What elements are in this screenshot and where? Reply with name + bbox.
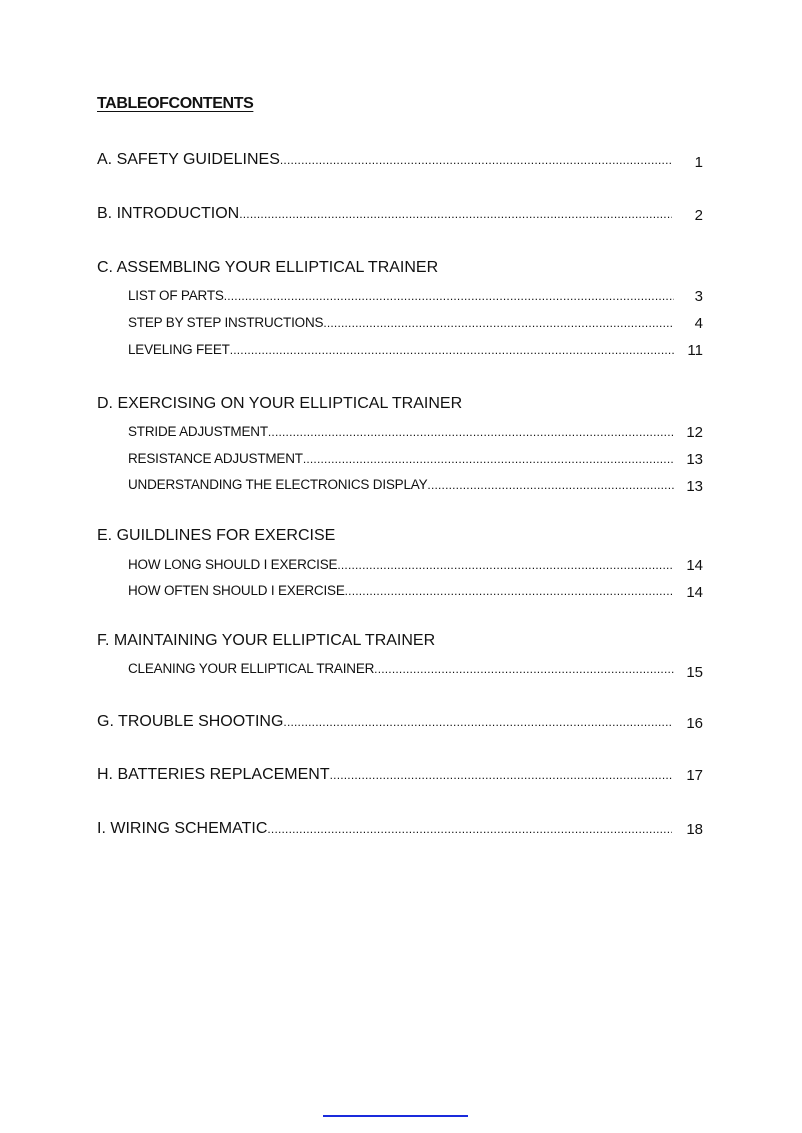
dot-leader [337,558,674,572]
dot-leader [303,452,674,466]
toc-page-number: 14 [686,584,703,601]
dot-leader [330,768,672,782]
toc-section-heading-maintaining[interactable] [97,632,672,650]
toc-page-number: 3 [694,288,703,305]
footer-link-underline [323,1115,468,1117]
toc-subentry-label: STEP BY STEP INSTRUCTIONS [128,315,324,330]
toc-entry-batteries-replacement[interactable] [97,766,672,784]
toc-page-number: 4 [694,315,703,332]
toc-page-number: 1 [694,154,703,171]
toc-entry-wiring-schematic[interactable] [97,820,672,838]
dot-leader [268,425,674,439]
toc-subentry-label: UNDERSTANDING THE ELECTRONICS DISPLAY [128,477,428,492]
toc-page-number: 18 [686,821,703,838]
toc-page-number: 12 [686,424,703,441]
dot-leader [374,662,674,676]
toc-subentry-list-of-parts[interactable] [128,288,674,303]
toc-page-number: 2 [694,207,703,224]
dot-leader [427,478,674,492]
toc-page-number: 13 [686,478,703,495]
toc-subentry-how-long[interactable] [128,557,674,572]
toc-subentry-label: RESISTANCE ADJUSTMENT [128,451,303,466]
toc-section-label: D. EXERCISING ON YOUR ELLIPTICAL TRAINER [97,395,463,412]
toc-subentry-label: CLEANING YOUR ELLIPTICAL TRAINER [128,661,375,676]
dot-leader [239,207,672,221]
toc-section-label: C. ASSEMBLING YOUR ELLIPTICAL TRAINER [97,259,439,276]
toc-entry-label: G. TROUBLE SHOOTING [97,713,284,730]
toc-page-number: 13 [686,451,703,468]
toc-entry-safety-guidelines[interactable] [97,151,672,169]
toc-subentry-label: STRIDE ADJUSTMENT [128,424,268,439]
toc-subentry-how-often[interactable] [128,583,674,598]
toc-entry-introduction[interactable] [97,205,672,223]
toc-subentry-step-by-step[interactable] [128,315,674,330]
toc-subentry-label: HOW LONG SHOULD I EXERCISE [128,557,338,572]
dot-leader [345,584,674,598]
toc-entry-label: I. WIRING SCHEMATIC [97,820,268,837]
toc-section-label: F. MAINTAINING YOUR ELLIPTICAL TRAINER [97,632,436,649]
toc-subentry-cleaning[interactable] [128,661,674,676]
dot-leader [283,715,672,729]
toc-page-number: 16 [686,715,703,732]
toc-subentry-leveling-feet[interactable] [128,342,674,357]
page-title: TABLEOFCONTENTS [97,95,254,112]
toc-subentry-label: LIST OF PARTS [128,288,224,303]
toc-section-heading-guildlines[interactable] [97,527,672,545]
dot-leader [267,822,672,836]
toc-page-number: 14 [686,557,703,574]
dot-leader [323,316,674,330]
toc-page-number: 15 [686,664,703,681]
toc-subentry-stride-adjustment[interactable] [128,424,674,439]
toc-page-number: 11 [687,342,703,359]
dot-leader [230,343,674,357]
toc-subentry-electronics-display[interactable] [128,477,674,492]
toc-section-label: E. GUILDLINES FOR EXERCISE [97,527,336,544]
toc-entry-trouble-shooting[interactable] [97,713,672,731]
toc-subentry-label: LEVELING FEET [128,342,230,357]
dot-leader [280,153,672,167]
toc-subentry-label: HOW OFTEN SHOULD I EXERCISE [128,583,345,598]
toc-subentry-resistance-adjustment[interactable] [128,451,674,466]
toc-entry-label: A. SAFETY GUIDELINES [97,151,280,168]
dot-leader [224,289,674,303]
toc-section-heading-assembling[interactable] [97,259,672,277]
toc-entry-label: H. BATTERIES REPLACEMENT [97,766,330,783]
toc-entry-label: B. INTRODUCTION [97,205,240,222]
toc-section-heading-exercising[interactable] [97,395,672,413]
toc-page-number: 17 [686,767,703,784]
